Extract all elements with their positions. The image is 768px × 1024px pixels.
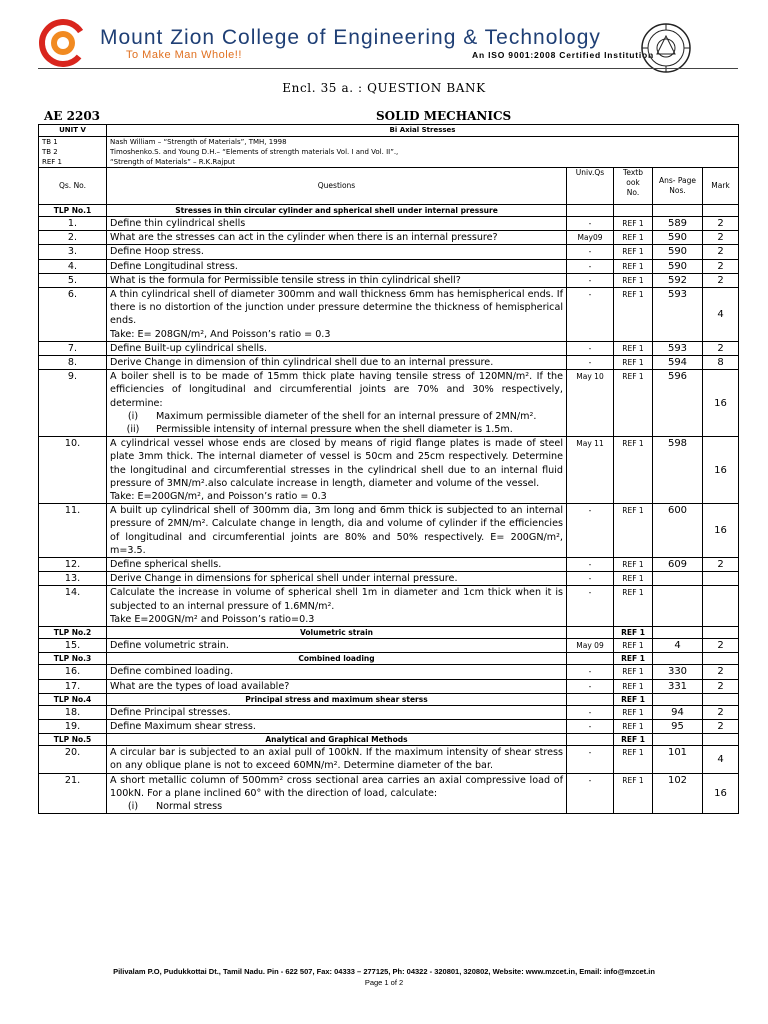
answer-page: 594: [653, 356, 703, 370]
question-body: Define Maximum shear stress.: [110, 720, 256, 732]
textbook-ref: REF 1: [614, 558, 653, 572]
question-number: 11.: [39, 504, 107, 558]
answer-page: 4: [653, 639, 703, 653]
answer-page: 589: [653, 217, 703, 231]
question-row: [39, 437, 739, 504]
university-question: May 11: [567, 437, 614, 504]
reference-labels: TB 1 TB 2 REF 1: [39, 137, 107, 168]
tlp-label: TLP No.4: [39, 693, 107, 705]
tlp-title: Principal stress and maximum shear sterss: [107, 693, 567, 705]
question-given-values: Take: E=200GN/m², and Poisson’s ratio = 0.3: [110, 491, 327, 503]
university-question: -: [567, 288, 614, 342]
sub-question: [110, 423, 563, 436]
question-text: [107, 679, 567, 693]
tlp-section-row: [39, 653, 739, 665]
question-mark: 8: [703, 356, 739, 370]
question-body: Define thin cylindrical shells: [110, 218, 246, 229]
textbook-ref: REF 1: [614, 572, 653, 586]
textbook-ref: REF 1: [614, 273, 653, 287]
sub-question-label: (ii): [126, 424, 140, 436]
university-question: -: [567, 572, 614, 586]
college-name: Mount Zion College of Engineering & Technology: [100, 26, 601, 49]
question-text: [107, 572, 567, 586]
question-mark: 2: [703, 259, 739, 273]
university-question: -: [567, 273, 614, 287]
page-number: Page 1 of 2: [364, 978, 404, 987]
question-number: 3.: [39, 245, 107, 259]
answer-page: [653, 586, 703, 627]
answer-page: 331: [653, 679, 703, 693]
question-row: [39, 231, 739, 245]
textbook-ref: REF 1: [614, 231, 653, 245]
tlp-univ: [567, 205, 614, 217]
tlp-page: [653, 653, 703, 665]
question-body: A cylindrical vessel whose ends are closed by means of rigid flange plates is made of steel plate 3mm thick. The internal diameter of vessel is 50cm and 25cm respectively. Determine the longitudinal and circumferential stresses in the cylindrical shell due to an internal fluid pressure of 3MN/m².also calculate increase in length, diameter and volume of the vessel.: [110, 438, 563, 489]
question-text: [107, 231, 567, 245]
university-question: -: [567, 705, 614, 719]
question-row: [39, 370, 739, 437]
question-mark: [703, 572, 739, 586]
tlp-label: TLP No.1: [39, 205, 107, 217]
question-text: [107, 746, 567, 773]
university-question: -: [567, 719, 614, 733]
question-text: [107, 558, 567, 572]
sub-question-label: (i): [127, 800, 139, 812]
question-number: 17.: [39, 679, 107, 693]
answer-page: 596: [653, 370, 703, 437]
question-mark: 2: [703, 231, 739, 245]
question-mark: 2: [703, 341, 739, 355]
question-body: What are the stresses can act in the cylinder when there is an internal pressure?: [110, 232, 498, 244]
textbook-ref: REF 1: [614, 370, 653, 437]
question-text: [107, 288, 567, 342]
university-question: May 10: [567, 370, 614, 437]
question-text: [107, 639, 567, 653]
tlp-title: Stresses in thin circular cylinder and spherical shell under internal pressure: [107, 205, 567, 217]
question-number: 10.: [39, 437, 107, 504]
question-body: A thin cylindrical shell of diameter 300mm and wall thickness 6mm has hemispherical ends. If there is no distortion of the junction under pressure determine the thickness of hemispherical ends.: [110, 289, 563, 327]
textbook-ref: REF 1: [614, 705, 653, 719]
table-header: [39, 168, 739, 205]
header-divider: [38, 68, 738, 69]
answer-page: 593: [653, 341, 703, 355]
question-mark: 16: [703, 773, 739, 814]
question-number: 18.: [39, 705, 107, 719]
tlp-textbook: REF 1: [614, 627, 653, 639]
question-mark: 2: [703, 639, 739, 653]
question-mark: 2: [703, 273, 739, 287]
question-number: 21.: [39, 773, 107, 814]
sub-question: [110, 410, 563, 423]
tlp-textbook: REF 1: [614, 734, 653, 746]
tlp-univ: [567, 653, 614, 665]
question-row: [39, 341, 739, 355]
sub-question-label: (i): [127, 410, 139, 422]
question-row: [39, 558, 739, 572]
tlp-mark: [703, 205, 739, 217]
answer-page: 102: [653, 773, 703, 814]
course-code: AE 2203: [44, 109, 101, 123]
question-text: [107, 217, 567, 231]
sub-question-text: Permissible intensity of internal pressure when the shell diameter is 1.5m.: [156, 424, 513, 436]
university-question: -: [567, 217, 614, 231]
question-text: [107, 665, 567, 679]
enclosure-title: Encl. 35 a. : QUESTION BANK: [282, 81, 486, 95]
tlp-section-row: [39, 627, 739, 639]
question-mark: 2: [703, 558, 739, 572]
university-question: -: [567, 558, 614, 572]
tlp-mark: [703, 734, 739, 746]
unit-row: [39, 125, 739, 137]
answer-page: 101: [653, 746, 703, 773]
answer-page: 590: [653, 231, 703, 245]
tlp-label: TLP No.2: [39, 627, 107, 639]
iso-certification: An ISO 9001:2008 Certified Institution: [472, 50, 655, 60]
tlp-textbook: [614, 205, 653, 217]
question-text: [107, 705, 567, 719]
answer-page: 330: [653, 665, 703, 679]
question-row: [39, 719, 739, 733]
col-header-univ: Univ.Qs: [567, 168, 614, 205]
question-body: Define Longitudinal stress.: [110, 260, 238, 272]
textbook-ref: REF 1: [614, 356, 653, 370]
university-question: -: [567, 679, 614, 693]
question-body: Calculate the increase in volume of spherical shell 1m in diameter and 1cm thick when it is subjected to an internal pressure of 1.6MN/m².: [110, 587, 563, 612]
question-body: Define volumetric strain.: [110, 640, 229, 652]
answer-page: 592: [653, 273, 703, 287]
tlp-page: [653, 205, 703, 217]
question-body: What are the types of load available?: [110, 680, 290, 692]
textbook-ref: REF 1: [614, 437, 653, 504]
question-number: 15.: [39, 639, 107, 653]
col-header-textbook: Textb ook No.: [614, 168, 653, 205]
question-mark: 2: [703, 719, 739, 733]
footer-address: Pilivalam P.O, Pudukkottai Dt., Tamil Nadu. Pin - 622 507, Fax: 04333 – 277125, Ph: 04322 - 320801, 320802, Website: www.mzcet.in, Email: info@mzcet.in: [113, 967, 655, 976]
tlp-section-row: [39, 205, 739, 217]
question-number: 6.: [39, 288, 107, 342]
question-mark: 16: [703, 437, 739, 504]
question-row: [39, 572, 739, 586]
answer-page: 593: [653, 288, 703, 342]
question-number: 14.: [39, 586, 107, 627]
question-text: [107, 586, 567, 627]
sub-question-text: Maximum permissible diameter of the shell for an internal pressure of 2MN/m².: [156, 410, 537, 422]
tlp-title: Volumetric strain: [107, 627, 567, 639]
textbook-ref: REF 1: [614, 679, 653, 693]
question-given-values: Take: E= 208GN/m², And Poisson’s ratio = 0.3: [110, 328, 331, 340]
question-row: [39, 639, 739, 653]
question-row: [39, 356, 739, 370]
question-number: 19.: [39, 719, 107, 733]
question-text: [107, 370, 567, 437]
sub-question: [110, 800, 563, 813]
question-body: Define Principal stresses.: [110, 706, 231, 718]
tlp-textbook: REF 1: [614, 693, 653, 705]
question-text: [107, 341, 567, 355]
question-row: [39, 773, 739, 814]
question-bank-table: [38, 124, 739, 814]
tlp-page: [653, 734, 703, 746]
reference-text: Nash William – “Strength of Materials”, TMH, 1998 Timoshenko.S. and Young D.H.– “Elements of strength materials Vol. I and Vol. II”., “Strength of Materials” – R.K.Rajput: [107, 137, 739, 168]
tlp-univ: [567, 627, 614, 639]
question-row: [39, 746, 739, 773]
question-mark: 2: [703, 705, 739, 719]
tlp-univ: [567, 734, 614, 746]
university-question: -: [567, 341, 614, 355]
question-row: [39, 273, 739, 287]
answer-page: 600: [653, 504, 703, 558]
col-header-questions: Questions: [107, 168, 567, 205]
unit-title: Bi Axial Stresses: [107, 125, 739, 137]
question-number: 13.: [39, 572, 107, 586]
textbook-ref: REF 1: [614, 773, 653, 814]
question-row: [39, 288, 739, 342]
textbook-ref: REF 1: [614, 288, 653, 342]
question-mark: 16: [703, 504, 739, 558]
question-row: [39, 504, 739, 558]
question-text: [107, 773, 567, 814]
tlp-label: TLP No.5: [39, 734, 107, 746]
question-row: [39, 217, 739, 231]
question-mark: 16: [703, 370, 739, 437]
question-number: 20.: [39, 746, 107, 773]
university-seal-icon: [640, 22, 692, 74]
university-question: -: [567, 586, 614, 627]
question-body: Define spherical shells.: [110, 559, 222, 571]
tlp-mark: [703, 653, 739, 665]
university-question: May09: [567, 231, 614, 245]
question-text: [107, 437, 567, 504]
question-number: 9.: [39, 370, 107, 437]
col-header-mark: Mark: [703, 168, 739, 205]
answer-page: [653, 572, 703, 586]
university-question: -: [567, 665, 614, 679]
answer-page: 598: [653, 437, 703, 504]
textbook-ref: REF 1: [614, 665, 653, 679]
question-mark: 2: [703, 679, 739, 693]
question-mark: 4: [703, 288, 739, 342]
tlp-univ: [567, 693, 614, 705]
question-number: 2.: [39, 231, 107, 245]
tlp-mark: [703, 693, 739, 705]
university-question: -: [567, 746, 614, 773]
tlp-label: TLP No.3: [39, 653, 107, 665]
unit-label: UNIT V: [39, 125, 107, 137]
question-row: [39, 259, 739, 273]
question-text: [107, 356, 567, 370]
question-body: Derive Change in dimension of thin cylindrical shell due to an internal pressure.: [110, 357, 494, 369]
question-body: Define Hoop stress.: [110, 246, 204, 258]
question-number: 8.: [39, 356, 107, 370]
college-tagline: To Make Man Whole!!: [126, 49, 242, 61]
tlp-title: Analytical and Graphical Methods: [107, 734, 567, 746]
tlp-section-row: [39, 693, 739, 705]
college-logo-icon: [38, 18, 88, 68]
question-number: 7.: [39, 341, 107, 355]
question-body: A circular bar is subjected to an axial pull of 100kN. If the maximum intensity of shear stress on any oblique plane is not to exceed 60MN/m². Determine diameter of the bar.: [110, 747, 563, 772]
textbook-ref: REF 1: [614, 259, 653, 273]
textbook-ref: REF 1: [614, 504, 653, 558]
tlp-title: Combined loading: [107, 653, 567, 665]
references-row: [39, 137, 739, 168]
question-body: Define Built-up cylindrical shells.: [110, 342, 268, 354]
question-body: Define combined loading.: [110, 666, 234, 678]
tlp-page: [653, 693, 703, 705]
question-mark: 2: [703, 245, 739, 259]
question-text: [107, 504, 567, 558]
question-body: Derive Change in dimensions for spherical shell under internal pressure.: [110, 573, 458, 585]
university-question: -: [567, 245, 614, 259]
question-number: 5.: [39, 273, 107, 287]
tlp-mark: [703, 627, 739, 639]
question-row: [39, 679, 739, 693]
question-number: 16.: [39, 665, 107, 679]
answer-page: 590: [653, 259, 703, 273]
question-mark: 4: [703, 746, 739, 773]
question-mark: [703, 586, 739, 627]
question-mark: 2: [703, 665, 739, 679]
answer-page: 609: [653, 558, 703, 572]
textbook-ref: REF 1: [614, 639, 653, 653]
question-body: What is the formula for Permissible tensile stress in thin cylindrical shell?: [110, 274, 461, 286]
answer-page: 95: [653, 719, 703, 733]
university-question: -: [567, 504, 614, 558]
col-header-no: Qs. No.: [39, 168, 107, 205]
question-text: [107, 259, 567, 273]
textbook-ref: REF 1: [614, 719, 653, 733]
textbook-ref: REF 1: [614, 341, 653, 355]
question-mark: 2: [703, 217, 739, 231]
textbook-ref: REF 1: [614, 245, 653, 259]
question-body: A built up cylindrical shell of 300mm dia, 3m long and 6mm thick is subjected to an internal pressure of 2MN/m². Calculate change in length, dia and volume of cylinder if the efficiencies of longitudinal and circumferential joints are 80% and 50% respectively. E= 200GN/m², m=3.5.: [110, 505, 563, 556]
university-question: May 09: [567, 639, 614, 653]
textbook-ref: REF 1: [614, 217, 653, 231]
question-text: [107, 719, 567, 733]
question-text: [107, 245, 567, 259]
question-row: [39, 586, 739, 627]
university-question: -: [567, 356, 614, 370]
question-row: [39, 705, 739, 719]
university-question: -: [567, 259, 614, 273]
question-text: [107, 273, 567, 287]
tlp-page: [653, 627, 703, 639]
letterhead: [38, 14, 738, 74]
answer-page: 590: [653, 245, 703, 259]
answer-page: 94: [653, 705, 703, 719]
question-row: [39, 665, 739, 679]
question-given-values: Take E=200GN/m² and Poisson’s ratio=0.3: [110, 613, 315, 625]
tlp-textbook: REF 1: [614, 653, 653, 665]
question-body: A short metallic column of 500mm² cross sectional area carries an axial compressive load of 100kN. For a plane inclined 60° with the direction of load, calculate:: [110, 774, 563, 799]
sub-question-text: Normal stress: [156, 800, 223, 812]
university-question: -: [567, 773, 614, 814]
question-number: 12.: [39, 558, 107, 572]
question-number: 1.: [39, 217, 107, 231]
col-header-page: Ans- Page Nos.: [653, 168, 703, 205]
textbook-ref: REF 1: [614, 586, 653, 627]
question-row: [39, 245, 739, 259]
question-body: A boiler shell is to be made of 15mm thick plate having tensile stress of 120MN/m². If the efficiencies of longitudinal and circumferential joints are 70% and 30% respectively, determine:: [110, 371, 563, 409]
course-name: SOLID MECHANICS: [376, 109, 512, 123]
question-number: 4.: [39, 259, 107, 273]
tlp-section-row: [39, 734, 739, 746]
textbook-ref: REF 1: [614, 746, 653, 773]
